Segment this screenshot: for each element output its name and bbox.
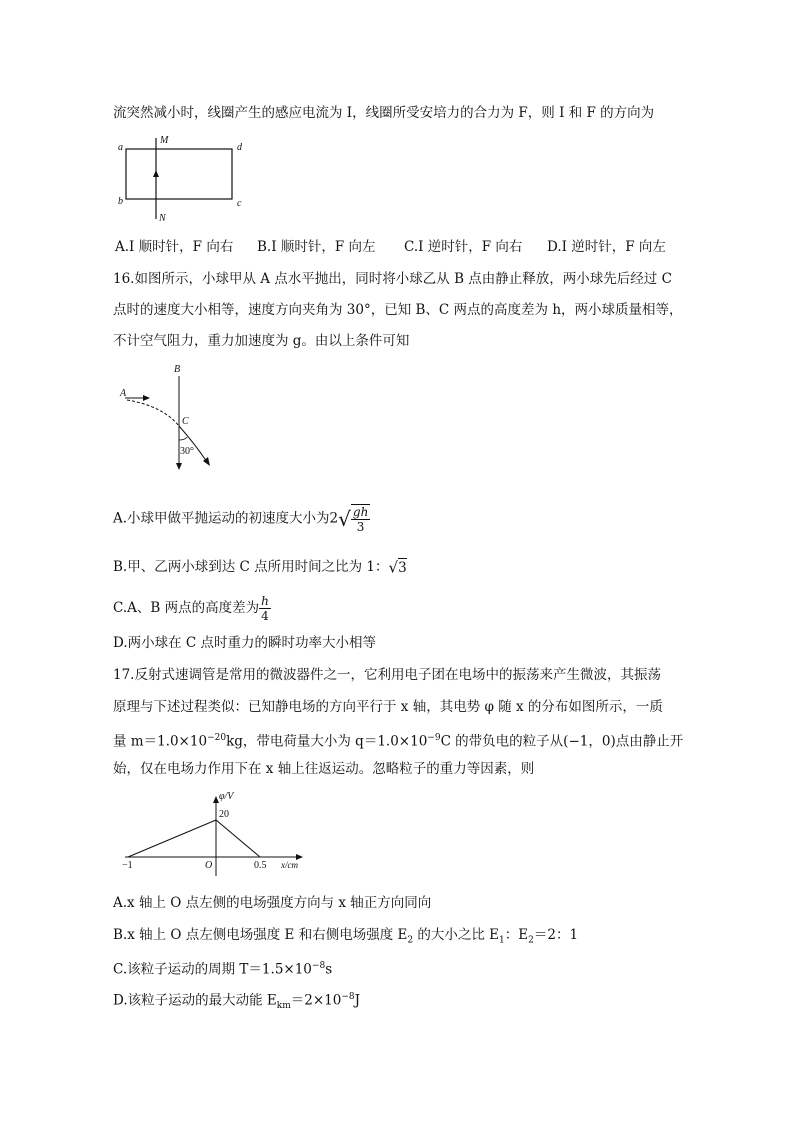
q17-stem-3: 量 $m=1.0\times 10^{-20}kg$，带电荷量大小为 $q=1.0\times 10^{-9}C$ 的带负电的粒子从(−1，0)点由静止开 bbox=[113, 733, 684, 750]
angle-arc bbox=[179, 437, 187, 440]
q17-stem-1: 17.反射式速调管是常用的微波器件之一，它利用电子团在电场中的振荡来产生微波，其振荡 bbox=[113, 667, 661, 683]
q16-option-a: A.小球甲做平抛运动的初速度大小为2√ $\frac{gh}{3}$ bbox=[113, 505, 369, 534]
q16-option-b: B.甲、乙两小球到达 C 点所用时间之比为 1：√3 bbox=[113, 558, 407, 577]
q17-stem-2: 原理与下述过程类似：已知静电场的方向平行于 x 轴，其电势 φ 随 x 的分布如图所示，一质 bbox=[113, 699, 663, 715]
q17-figure bbox=[113, 786, 313, 878]
tick-right: 0.5 bbox=[254, 860, 267, 871]
label-n: N bbox=[159, 213, 166, 224]
origin-label: O bbox=[205, 860, 213, 871]
label-c: c bbox=[237, 198, 242, 209]
label-b: b bbox=[118, 196, 123, 207]
trajectory bbox=[127, 400, 179, 426]
q15-option-c: C.I 逆时针，F 向右 bbox=[404, 239, 523, 255]
label-C: C bbox=[182, 416, 189, 427]
q15-stem-tail: 流突然减小时，线圈产生的感应电流为 I，线圈所受安培力的合力为 F，则 I 和 F 的方向为 bbox=[113, 105, 655, 121]
label-angle: 30° bbox=[180, 446, 194, 457]
label-B: B bbox=[174, 364, 181, 375]
current-arrow bbox=[153, 170, 159, 177]
q17-option-a: A.x 轴上 O 点左侧的电场强度方向与 x 轴正方向同向 bbox=[113, 895, 432, 911]
label-d: d bbox=[237, 142, 242, 153]
q16-stem-1: 16.如图所示，小球甲从 A 点水平抛出，同时将小球乙从 B 点由静止释放，两小球先后经过 C bbox=[113, 271, 672, 287]
q16-figure bbox=[115, 360, 225, 475]
peak-label: 20 bbox=[219, 809, 229, 820]
q16-option-d: D.两小球在 C 点时重力的瞬时功率大小相等 bbox=[113, 635, 377, 651]
q17-option-b: B.x 轴上 O 点左侧电场强度 E 和右侧电场强度 $E_2$ 的大小之比 $E_1$：$E_2=2$：1 bbox=[113, 927, 579, 946]
tick-left: −1 bbox=[122, 860, 133, 871]
q16-stem-3: 不计空气阻力，重力加速度为 g。由以上条件可知 bbox=[113, 333, 410, 349]
vertical-arrow bbox=[176, 463, 182, 470]
x-axis-label: x/cm bbox=[281, 860, 298, 870]
q17-option-c: C.该粒子运动的周期 $T=1.5\times 10^{-8}s$ bbox=[113, 961, 333, 978]
coil-rectangle bbox=[126, 149, 232, 199]
potential-curve bbox=[128, 820, 260, 857]
q15-figure bbox=[112, 132, 252, 224]
label-a: a bbox=[118, 142, 123, 153]
q17-stem-4: 始，仅在电场力作用下在 x 轴上往返运动。忽略粒子的重力等因素，则 bbox=[113, 761, 535, 777]
q15-option-a: A.I 顺时针，F 向右 bbox=[115, 239, 234, 255]
y-axis-label: φ/V bbox=[219, 791, 234, 802]
q15-option-d: D.I 逆时针，F 向左 bbox=[547, 239, 666, 255]
q16-option-c: C.A、B 两点的高度差为 $\frac{h}{4}$ bbox=[113, 594, 269, 623]
label-m: M bbox=[160, 135, 169, 146]
q15-option-b: B.I 顺时针，F 向左 bbox=[257, 239, 376, 255]
label-A: A bbox=[120, 388, 127, 399]
q16-stem-2: 点时的速度大小相等，速度方向夹角为 30°，已知 B、C 两点的高度差为 h，两小球质量相等， bbox=[113, 302, 683, 318]
horizontal-arrow bbox=[143, 395, 150, 401]
q17-option-d: D.该粒子运动的最大动能 $E_{km}=2\times 10^{-8}J$ bbox=[113, 992, 361, 1012]
